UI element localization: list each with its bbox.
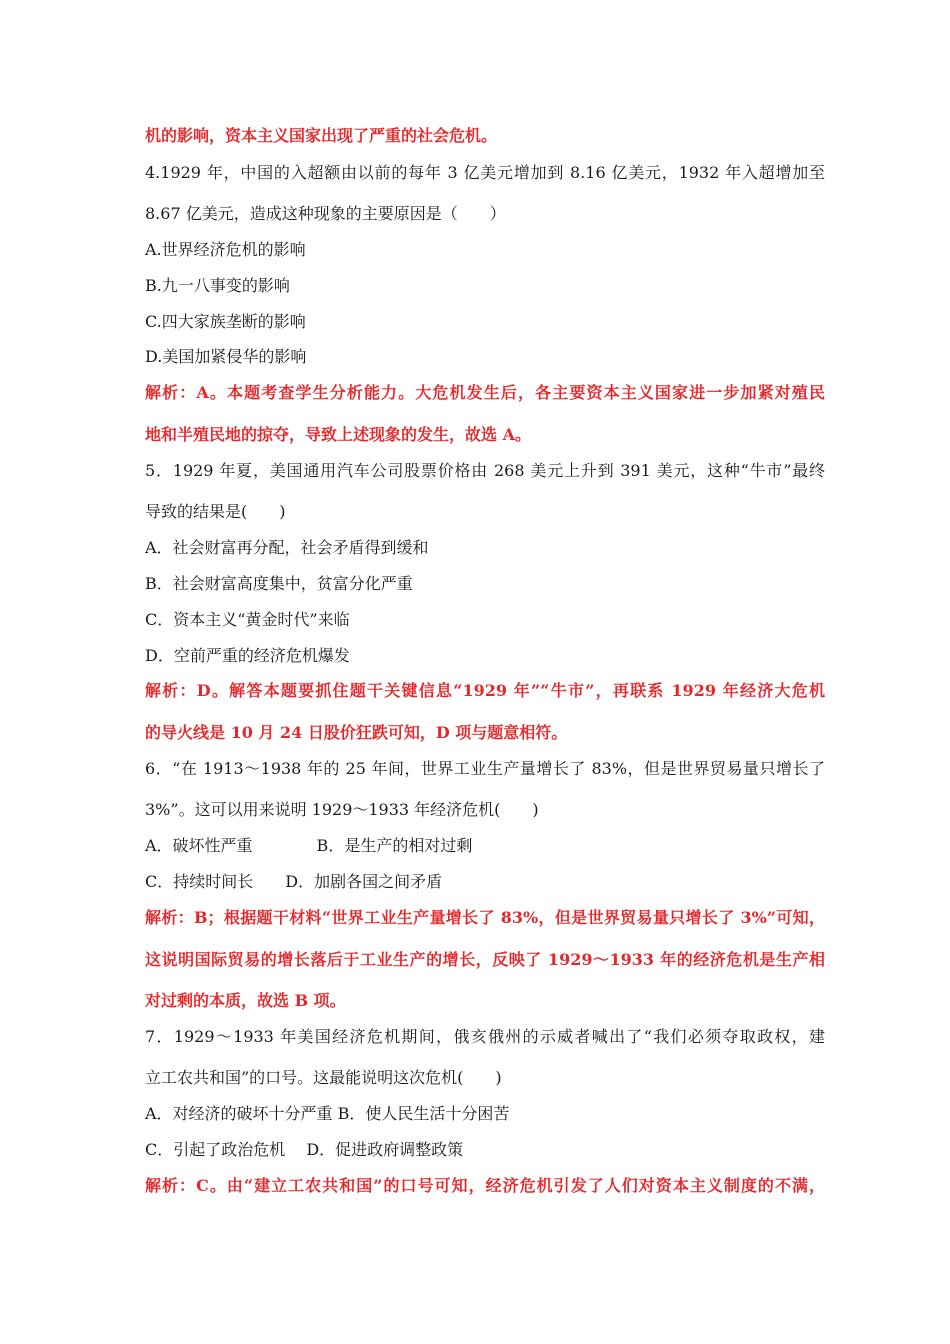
question-4-option-c: C.四大家族垄断的影响 xyxy=(145,312,306,331)
question-5-option-c: C．资本主义“黄金时代”来临 xyxy=(145,610,350,629)
question-7-options-cd: C．引起了政治危机 D．促进政府调整政策 xyxy=(145,1140,464,1159)
question-4-line-2: 8.67 亿美元，造成这种现象的主要原因是（ ） xyxy=(145,204,506,223)
question-4-option-d: D.美国加紧侵华的影响 xyxy=(145,347,307,366)
question-4-option-a: A.世界经济危机的影响 xyxy=(145,240,306,259)
answer-line-continued: 机的影响，资本主义国家出现了严重的社会危机。 xyxy=(145,126,498,145)
question-4-answer-line-2: 地和半殖民地的掠夺，导致上述现象的发生，故选 A。 xyxy=(145,425,531,444)
question-6-line-2: 3%”。这可以用来说明 1929～1933 年经济危机( ) xyxy=(145,800,539,819)
question-7-line-2: 立工农共和国”的口号。这最能说明这次危机( ) xyxy=(145,1068,502,1087)
question-5-answer-line-2: 的导火线是 10 月 24 日股价狂跌可知，D 项与题意相符。 xyxy=(145,723,568,742)
question-7-line-1: 7．1929～1933 年美国经济危机期间，俄亥俄州的示威者喊出了“我们必须夺取政权，建 xyxy=(145,1027,825,1046)
question-5-line-2: 导致的结果是( ) xyxy=(145,502,286,521)
question-6-options-cd: C．持续时间长 D．加剧各国之间矛盾 xyxy=(145,872,443,891)
question-4-answer-line-1: 解析：A。本题考查学生分析能力。大危机发生后，各主要资本主义国家进一步加紧对殖民 xyxy=(145,383,825,402)
question-6-answer-line-2: 这说明国际贸易的增长落后于工业生产的增长，反映了 1929～1933 年的经济危机是生产相 xyxy=(145,950,825,969)
question-7-answer-line-1: 解析：C。由“建立工农共和国”的口号可知，经济危机引发了人们对资本主义制度的不满， xyxy=(145,1176,825,1195)
question-6-answer-line-1: 解析：B；根据题干材料“世界工业生产量增长了 83%，但是世界贸易量只增长了 3%”可知， xyxy=(145,908,825,927)
question-5-option-b: B．社会财富高度集中，贫富分化严重 xyxy=(145,574,413,593)
question-5-option-a: A．社会财富再分配，社会矛盾得到缓和 xyxy=(145,538,429,557)
question-4-option-b: B.九一八事变的影响 xyxy=(145,276,290,295)
question-5-answer-line-1: 解析：D。解答本题要抓住题干关键信息“1929 年”“牛市”，再联系 1929 年经济大危机 xyxy=(145,681,825,700)
question-5-line-1: 5．1929 年夏，美国通用汽车公司股票价格由 268 美元上升到 391 美元，这种“牛市”最终 xyxy=(145,461,825,480)
question-5-option-d: D．空前严重的经济危机爆发 xyxy=(145,646,350,665)
question-6-answer-line-3: 对过剩的本质，故选 B 项。 xyxy=(145,991,346,1010)
question-6-options-ab: A．破坏性严重 B．是生产的相对过剩 xyxy=(145,836,473,855)
question-6-line-1: 6．“在 1913～1938 年的 25 年间，世界工业生产量增长了 83%，但是世界贸易量只增长了 xyxy=(145,759,825,778)
question-7-options-ab: A．对经济的破坏十分严重 B．使人民生活十分困苦 xyxy=(145,1104,510,1123)
question-4-line-1: 4.1929 年，中国的入超额由以前的每年 3 亿美元增加到 8.16 亿美元，1932 年入超增加至 xyxy=(145,163,825,182)
